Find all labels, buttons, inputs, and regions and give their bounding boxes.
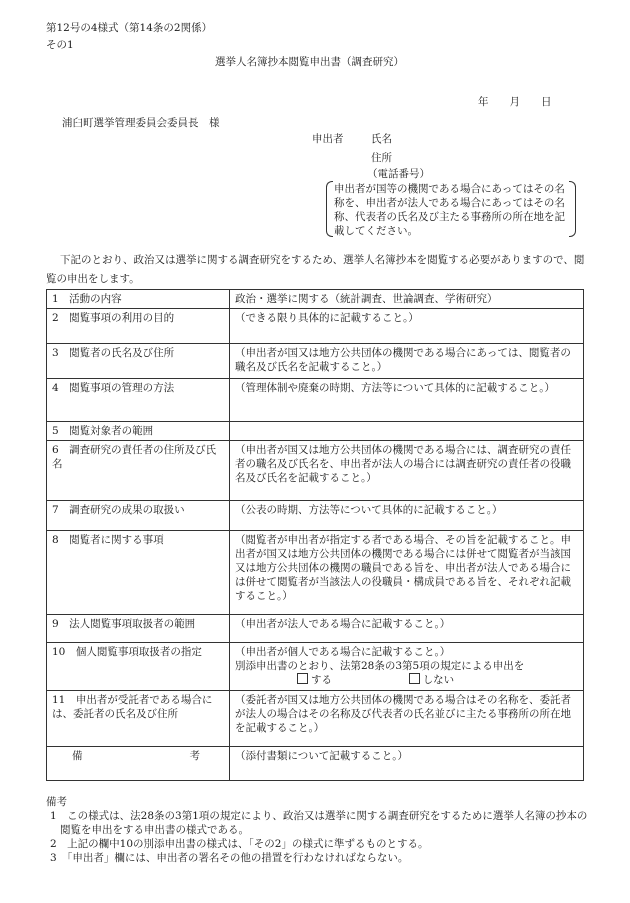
row-label: 7 調査研究の成果の取扱い (47, 501, 230, 531)
row-label: 5 閲覧対象者の範囲 (47, 422, 230, 441)
intro-text: 下記のとおり、政治又は選挙に関する調査研究をするため、選挙人名簿抄本を閲覧する必要がありますので、閲覧の申出をします。 (46, 254, 585, 285)
row-label: 2 閲覧事項の利用の目的 (47, 309, 230, 344)
application-table (46, 289, 584, 781)
note-item: 3 「申出者」欄には、申出者の署名その他の措置を行わなければならない。 (50, 852, 409, 864)
table-row (47, 691, 584, 747)
address-label: 住所 (371, 152, 392, 164)
applicant-note (326, 181, 576, 237)
note-item: 1 この様式は、法28条の3第1項の規定により、政治又は選挙に関する調査研究をするために選挙人名簿の抄本の閲覧を申出をする申出書の様式である。 (50, 810, 588, 836)
table-row (47, 441, 584, 501)
phone-label: （電話番号） (367, 168, 430, 180)
table-row (47, 422, 584, 441)
table-row (47, 643, 584, 691)
remarks-label-a: 備 (72, 750, 83, 762)
row-content (230, 643, 584, 691)
notes-section (46, 795, 591, 865)
row-content: （公表の時期、方法等について具体的に記載すること。） (230, 501, 584, 531)
row-content: （申出者が国又は地方公共団体の機関である場合には、調査研究の責任者の職名及び氏名を、申出者が法人の場合には調査研究の責任者の役職名及び氏名を記載すること。） (230, 441, 584, 501)
row-label: 1 活動の内容 (47, 290, 230, 309)
form-number: 第12号の4様式（第14条の2関係） (46, 22, 213, 34)
row-content: （できる限り具体的に記載すること。） (230, 309, 584, 344)
row-content: （閲覧者が申出者が指定する者である場合、その旨を記載すること。申出者が国又は地方公共団体の機関である場合には併せて閲覧者が当該国又は地方公共団体の機関の職員である旨を、申出者が法人である場合には併せて閲覧者が当該法人の役職員・構成員である旨を、それぞれ記載すること。） (230, 531, 584, 615)
row-content-line: 別添申出書のとおり、法第28条の3第5項の規定による申出を (235, 660, 525, 672)
row-label: 10 個人閲覧事項取扱者の指定 (47, 643, 230, 691)
row-label: 6 調査研究の責任者の住所及び氏名 (47, 441, 230, 501)
row-content: （申出者が法人である場合に記載すること。） (230, 615, 584, 643)
table-row (47, 615, 584, 643)
row-content (230, 422, 584, 441)
option-do-label: する (311, 674, 332, 686)
checkbox-do-not[interactable] (409, 673, 420, 684)
row-content: （申出者が国又は地方公共団体の機関である場合にあっては、閲覧者の職名及び氏名を記載すること。） (230, 344, 584, 379)
bracket-right (569, 181, 576, 237)
row-content: （委託者が国又は地方公共団体の機関である場合はその名称を、委託者が法人の場合はその名称及び代表者の氏名並びに主たる事務所の所在地を記載すること。） (230, 691, 584, 747)
row-label-remarks (47, 747, 230, 781)
bracket-left (326, 181, 333, 237)
row-label: 4 閲覧事項の管理の方法 (47, 379, 230, 422)
table-row (47, 344, 584, 379)
table-row (47, 309, 584, 344)
date-line: 年 月 日 (478, 96, 552, 108)
row-content-line: （申出者が個人である場合に記載すること。） (235, 646, 451, 658)
row-label: 3 閲覧者の氏名及び住所 (47, 344, 230, 379)
row-content: （管理体制や廃棄の時期、方法等について具体的に記載すること。） (230, 379, 584, 422)
intro-paragraph (46, 251, 586, 289)
table-row (47, 501, 584, 531)
row-content: （添付書類について記載すること。） (230, 747, 584, 781)
row-label: 8 閲覧者に関する事項 (47, 531, 230, 615)
table-row (47, 290, 584, 309)
row-label: 9 法人閲覧事項取扱者の範囲 (47, 615, 230, 643)
applicant-label: 申出者 (312, 133, 344, 145)
table-row (47, 747, 584, 781)
note-item: 2 上記の欄中10の別添申出書の様式は、「その2」の様式に準ずるものとする。 (50, 838, 429, 850)
applicant-note-text: 申出者が国等の機関である場合にあってはその名称を、申出者が法人である場合にあってはその名称、代表者の氏名及び主たる事務所の所在地を記載してください。 (334, 183, 565, 237)
notes-heading: 備考 (46, 796, 67, 808)
remarks-label-b: 考 (189, 750, 200, 762)
addressee: 浦臼町選挙管理委員会委員長 様 (62, 117, 220, 129)
table-row (47, 531, 584, 615)
table-row (47, 379, 584, 422)
row-label: 11 申出者が受託者である場合には、委託者の氏名及び住所 (47, 691, 230, 747)
checkbox-do[interactable] (297, 673, 308, 684)
name-label: 氏名 (371, 133, 392, 145)
option-do-not-label: しない (422, 674, 455, 686)
form-part: その1 (46, 39, 74, 51)
page-title: 選挙人名簿抄本閲覧申出書（調査研究） (215, 56, 404, 68)
row-content: 政治・選挙に関する（統計調査、世論調査、学術研究） (230, 290, 584, 309)
